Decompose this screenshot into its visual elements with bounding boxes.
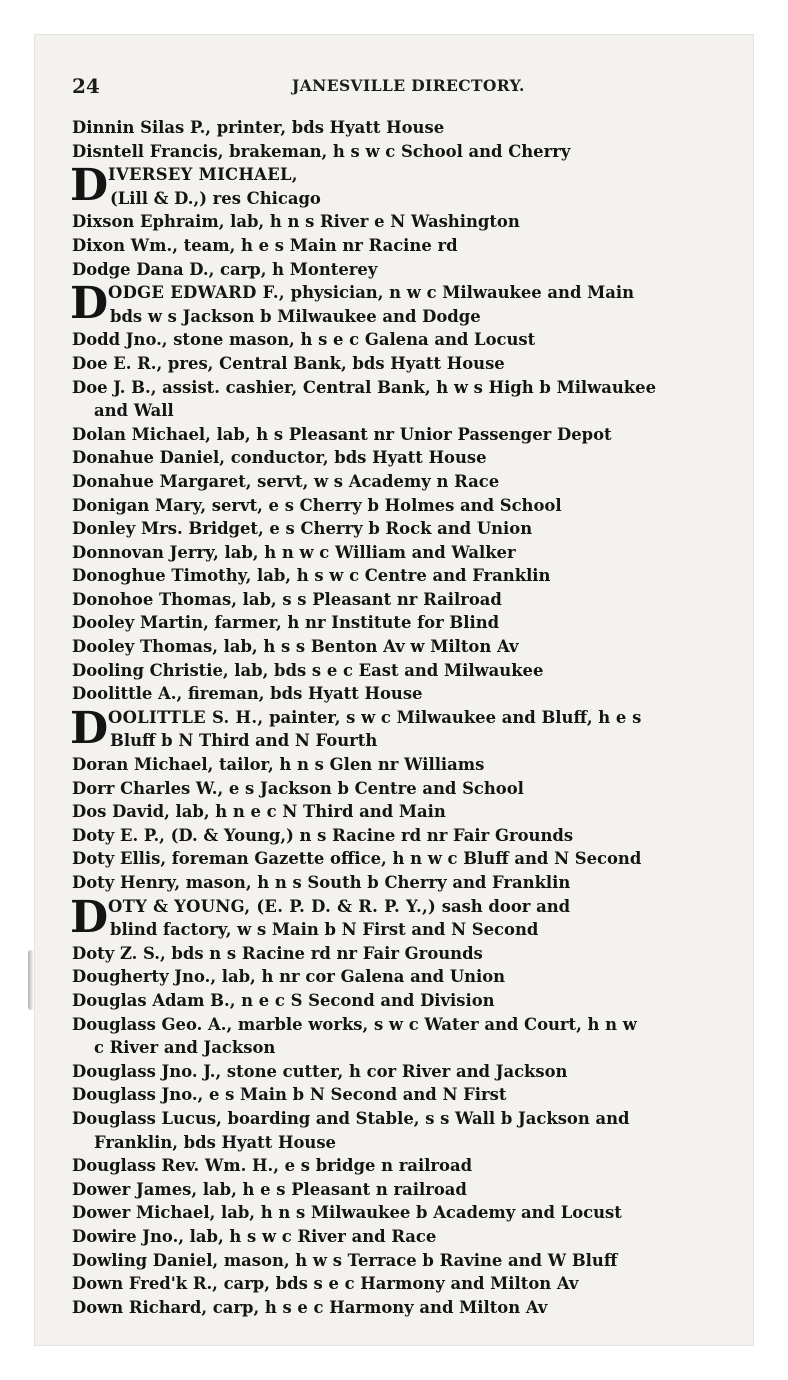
- entry-text: Douglass Lucus, boarding and Stable, s s Wall b Jackson and: [72, 1108, 630, 1128]
- entry-text: Dooling Christie, lab, bds s e c East and Milwaukee: [72, 660, 544, 680]
- entry-continuation: (Lill & D.,) res Chicago: [110, 188, 321, 208]
- directory-entry: [72, 777, 744, 801]
- directory-entry-display: [70, 891, 744, 943]
- binding-shadow: [28, 950, 34, 1010]
- entry-text: Dower James, lab, h e s Pleasant n railroad: [72, 1179, 467, 1199]
- entry-text: Dooley Martin, farmer, h nr Institute for Blind: [72, 613, 500, 633]
- entry-continuation: and Wall: [94, 401, 174, 421]
- entry-text: Doty Henry, mason, h n s South b Cherry and Franklin: [72, 873, 571, 892]
- entry-text: Down Richard, carp, h s e c Harmony and Milton Av: [72, 1297, 548, 1317]
- directory-entry: [72, 1013, 744, 1060]
- directory-entry: [72, 210, 744, 234]
- entry-text: Dodd Jno., stone mason, h s e c Galena and Locust: [72, 330, 536, 350]
- directory-entry: [72, 611, 744, 635]
- directory-entry: [72, 1225, 744, 1249]
- directory-entry: [72, 423, 744, 447]
- directory-entry: [72, 328, 744, 352]
- entry-name: ODGE EDWARD F.,: [108, 283, 285, 303]
- directory-entry: [72, 800, 744, 824]
- entry-text: Doty Z. S., bds n s Racine rd nr Fair Grounds: [72, 943, 483, 963]
- directory-entry-display: [70, 278, 744, 330]
- directory-page: [34, 34, 754, 1346]
- entry-text: Donoghue Timothy, lab, h s w c Centre and Franklin: [72, 566, 551, 586]
- directory-entry: [72, 1083, 744, 1107]
- directory-entry: [72, 1272, 744, 1296]
- entry-text: Doe E. R., pres, Central Bank, bds Hyatt House: [72, 353, 505, 373]
- directory-entry: [72, 140, 744, 164]
- directory-entry: [72, 682, 744, 706]
- entry-text: Donahue Daniel, conductor, bds Hyatt House: [72, 448, 487, 468]
- entry-text: Douglass Jno., e s Main b N Second and N First: [72, 1085, 507, 1105]
- entry-text: Douglass Jno. J., stone cutter, h cor River and Jackson: [72, 1061, 568, 1081]
- directory-entry-display: [70, 160, 744, 212]
- entry-text: Donahue Margaret, servt, w s Academy n Race: [72, 471, 500, 491]
- entry-continuation: bds w s Jackson b Milwaukee and Dodge: [110, 306, 481, 326]
- directory-entry: [72, 564, 744, 588]
- entry-text: painter, s w c Milwaukee and Bluff, h e s: [263, 707, 642, 727]
- entry-continuation: blind factory, w s Main b N First and N Second: [110, 920, 539, 940]
- directory-entry: [72, 1201, 744, 1225]
- entry-text: Donnovan Jerry, lab, h n w c William and Walker: [72, 542, 516, 562]
- entry-text: Disntell Francis, brakeman, h s w c School and Cherry: [72, 141, 571, 161]
- directory-entry: [72, 517, 744, 541]
- entry-text: Doolittle A., fireman, bds Hyatt House: [72, 684, 423, 704]
- directory-entry: [72, 1178, 744, 1202]
- entry-text: Dower Michael, lab, h n s Milwaukee b Academy and Locust: [72, 1203, 622, 1223]
- entry-text: Dos David, lab, h n e c N Third and Main: [72, 802, 446, 822]
- directory-entry: [72, 1154, 744, 1178]
- directory-entry: [72, 352, 744, 376]
- entry-continuation: Bluff b N Third and N Fourth: [110, 731, 378, 751]
- directory-entry: [72, 871, 744, 895]
- directory-entry: [72, 1249, 744, 1273]
- entry-text: Dinnin Silas P., printer, bds Hyatt House: [72, 118, 445, 137]
- drop-initial: D: [70, 891, 109, 943]
- directory-entry-display: [70, 702, 744, 754]
- directory-entry: [72, 753, 744, 777]
- entry-text: Donohoe Thomas, lab, s s Pleasant nr Railroad: [72, 589, 502, 609]
- entry-text: Dougherty Jno., lab, h nr cor Galena and Union: [72, 967, 506, 987]
- directory-entry: [72, 116, 744, 140]
- directory-entry: [72, 1107, 744, 1154]
- entry-text: sash door and: [436, 896, 571, 916]
- directory-entry: [72, 376, 744, 423]
- entry-text: Doe J. B., assist. cashier, Central Bank, h w s High b Milwaukee: [72, 377, 657, 397]
- page-number: 24: [72, 74, 100, 98]
- directory-entry: [72, 635, 744, 659]
- drop-initial: D: [70, 278, 109, 330]
- entry-text: Dodge Dana D., carp, h Monterey: [72, 259, 378, 279]
- entry-name: OTY & YOUNG, (E. P. D. & R. P. Y.,): [108, 896, 437, 916]
- entry-text: Douglass Rev. Wm. H., e s bridge n railroad: [72, 1156, 473, 1176]
- directory-entry: [72, 470, 744, 494]
- entry-text: Doran Michael, tailor, h n s Glen nr Williams: [72, 755, 485, 775]
- drop-initial: D: [70, 160, 109, 212]
- directory-entry: [72, 942, 744, 966]
- directory-entry: [72, 659, 744, 683]
- entry-text: Donley Mrs. Bridget, e s Cherry b Rock and Union: [72, 519, 533, 539]
- entry-text: Dixon Wm., team, h e s Main nr Racine rd: [72, 235, 458, 255]
- entry-text: Douglass Geo. A., marble works, s w c Water and Court, h n w: [72, 1014, 637, 1034]
- directory-entry: [72, 588, 744, 612]
- entry-text: Dowling Daniel, mason, h w s Terrace b Ravine and W Bluff: [72, 1250, 618, 1270]
- running-head: [72, 74, 744, 98]
- directory-entry: [72, 847, 744, 871]
- entry-text: physician, n w c Milwaukee and Main: [284, 283, 635, 303]
- entry-text: Doty E. P., (D. & Young,) n s Racine rd nr Fair Grounds: [72, 825, 574, 845]
- directory-entry: [72, 258, 744, 282]
- entry-continuation: c River and Jackson: [94, 1038, 276, 1058]
- entry-continuation: Franklin, bds Hyatt House: [94, 1132, 336, 1152]
- directory-entry: [72, 234, 744, 258]
- entry-text: Dorr Charles W., e s Jackson b Centre and School: [72, 778, 524, 798]
- directory-entry: [72, 824, 744, 848]
- entry-text: Douglas Adam B., n e c S Second and Division: [72, 990, 495, 1010]
- entry-text: Dixson Ephraim, lab, h n s River e N Washington: [72, 212, 520, 232]
- directory-entry: [72, 1296, 744, 1320]
- entry-text: Dolan Michael, lab, h s Pleasant nr Unior Passenger Depot: [72, 424, 612, 444]
- directory-entry: [72, 446, 744, 470]
- directory-listing: [72, 116, 744, 1319]
- entry-text: Dowire Jno., lab, h s w c River and Race: [72, 1226, 437, 1246]
- entry-name: OOLITTLE S. H.,: [108, 707, 264, 727]
- directory-entry: [72, 965, 744, 989]
- entry-text: Donigan Mary, servt, e s Cherry b Holmes and School: [72, 495, 562, 515]
- entry-name: IVERSEY MICHAEL,: [108, 165, 298, 185]
- drop-initial: D: [70, 702, 109, 754]
- directory-entry: [72, 1060, 744, 1084]
- directory-entry: [72, 494, 744, 518]
- directory-entry: [72, 541, 744, 565]
- entry-text: Down Fred'k R., carp, bds s e c Harmony and Milton Av: [72, 1274, 579, 1294]
- directory-entry: [72, 989, 744, 1013]
- entry-text: Doty Ellis, foreman Gazette office, h n w c Bluff and N Second: [72, 849, 642, 869]
- entry-text: Dooley Thomas, lab, h s s Benton Av w Milton Av: [72, 637, 519, 657]
- running-title: JANESVILLE DIRECTORY.: [292, 76, 525, 95]
